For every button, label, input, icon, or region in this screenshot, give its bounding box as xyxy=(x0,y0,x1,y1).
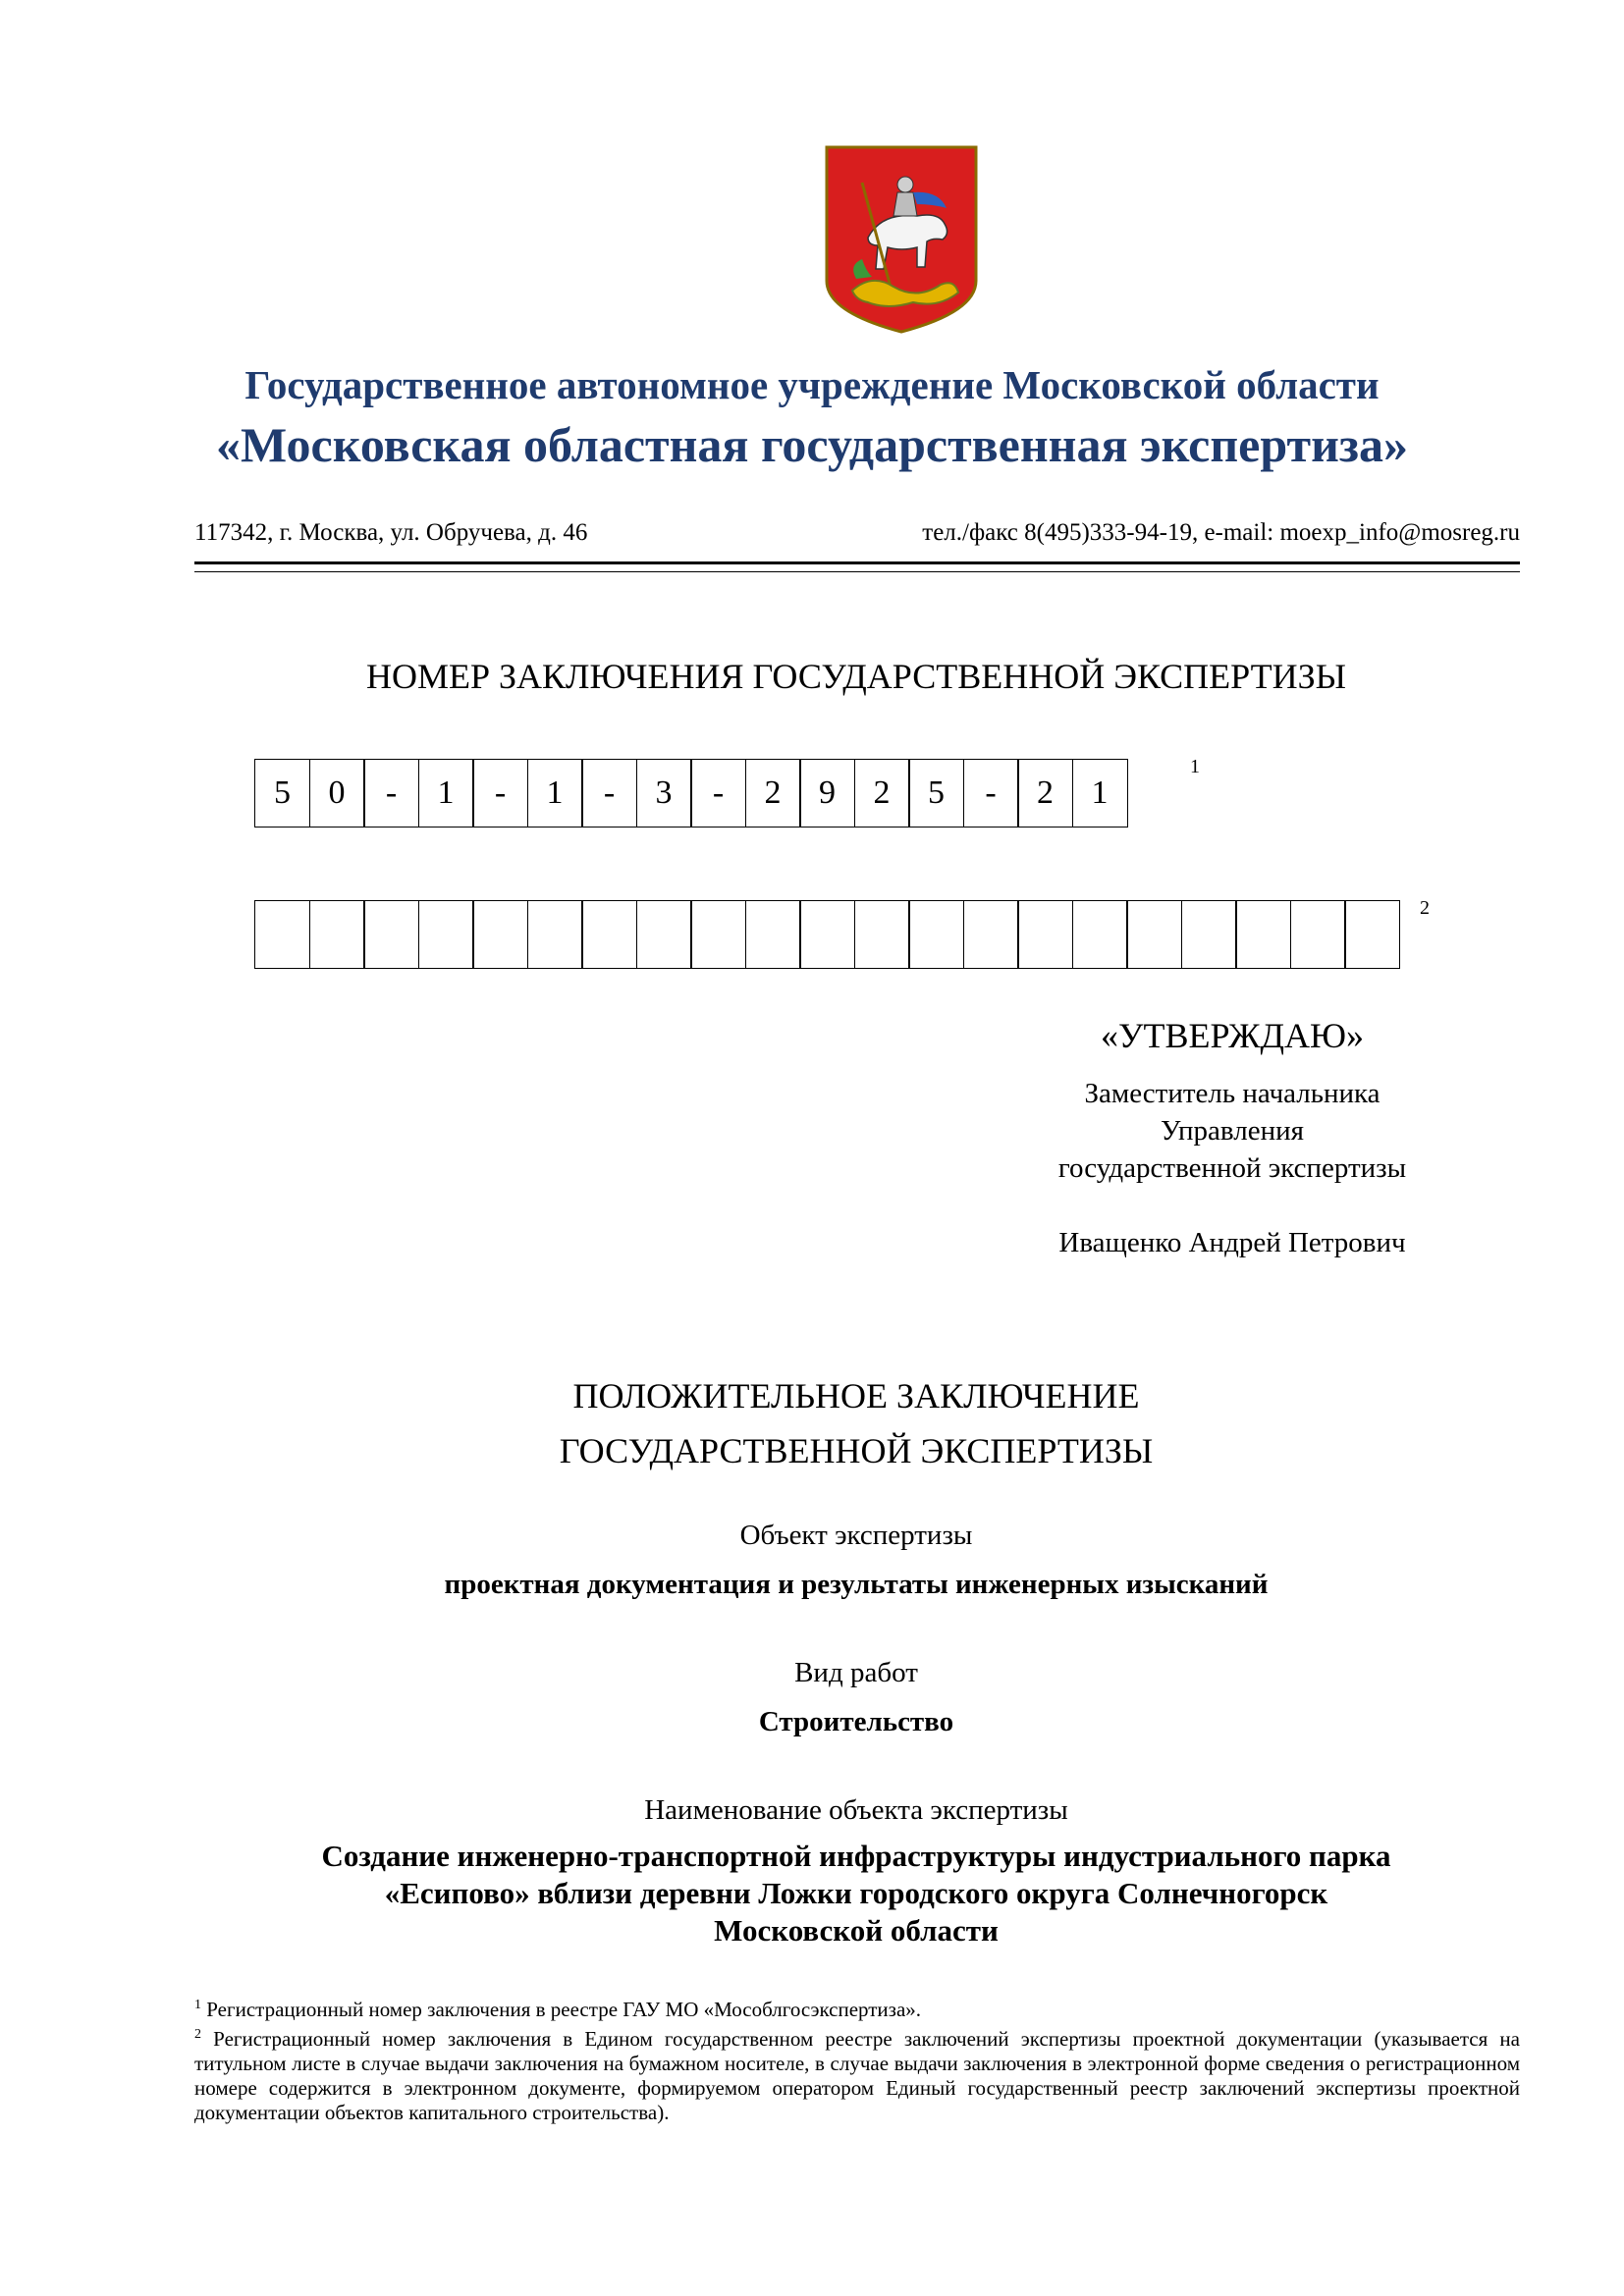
unified-registry-number-cell xyxy=(418,900,474,969)
registry-number-cell: 2 xyxy=(1017,759,1073,828)
unified-registry-number-cell xyxy=(636,900,692,969)
unified-registry-number-cell xyxy=(745,900,801,969)
registry-number-cell: 2 xyxy=(854,759,910,828)
registry-number-cell: - xyxy=(472,759,528,828)
object-value: проектная документация и результаты инженерных изысканий xyxy=(444,1569,1269,1600)
registry-number-cell: 5 xyxy=(254,759,310,828)
unified-registry-number-row xyxy=(254,900,1400,969)
organization-name-line1: Государственное автономное учреждение Московской области xyxy=(244,362,1380,407)
footnote-2-marker: 2 xyxy=(194,2027,201,2042)
unified-registry-number-cell xyxy=(1126,900,1182,969)
object-name-line2: «Есипово» вблизи деревни Ложки городского округа Солнечногорск xyxy=(384,1876,1328,1910)
organization-name-line2: «Московская областная государственная экспертиза» xyxy=(216,417,1408,472)
unified-registry-number-cell xyxy=(1235,900,1291,969)
coat-of-arms-emblem xyxy=(823,143,980,336)
registry-number-cell: 1 xyxy=(527,759,583,828)
object-name-line3: Московской области xyxy=(714,1913,999,1948)
approval-title: «УТВЕРЖДАЮ» xyxy=(1100,1016,1365,1055)
unified-registry-number-cell xyxy=(254,900,310,969)
work-type-value: Строительство xyxy=(758,1706,954,1737)
header-divider-thick xyxy=(194,561,1520,564)
unified-registry-number-cell xyxy=(908,900,964,969)
unified-registry-number-cell xyxy=(690,900,746,969)
header-divider-thin xyxy=(194,571,1520,572)
footnotes xyxy=(194,1993,1520,2125)
object-label: Объект экспертизы xyxy=(739,1520,973,1551)
unified-registry-number-cell xyxy=(309,900,365,969)
approver-name: Иващенко Андрей Петрович xyxy=(1058,1227,1406,1258)
conclusion-title-line2: ГОСУДАРСТВЕННОЙ ЭКСПЕРТИЗЫ xyxy=(559,1431,1154,1470)
unified-registry-number-cell xyxy=(363,900,419,969)
registry-number-row xyxy=(254,759,1128,828)
registry-number-cell: - xyxy=(363,759,419,828)
unified-registry-number-cell xyxy=(1017,900,1073,969)
unified-registry-number-cell xyxy=(527,900,583,969)
object-name-line1: Создание инженерно-транспортной инфраструктуры индустриального парка xyxy=(321,1839,1391,1873)
object-name-label: Наименование объекта экспертизы xyxy=(644,1794,1068,1826)
approver-position-line3: государственной экспертизы xyxy=(1057,1152,1407,1184)
organization-contacts: тел./факс 8(495)333-94-19, e-mail: moexp_info@mosreg.ru xyxy=(922,519,1520,546)
registry-number-cell: - xyxy=(581,759,637,828)
registry-number-cell: - xyxy=(963,759,1019,828)
registry-number-cell: - xyxy=(690,759,746,828)
footnote-1 xyxy=(194,1993,1520,2022)
footnote-1-text: Регистрационный номер заключения в реестре ГАУ МО «Мособлгосэкспертиза». xyxy=(201,1998,922,2021)
registry-number-cell: 3 xyxy=(636,759,692,828)
registry-number-cell: 5 xyxy=(908,759,964,828)
registry-number-cell: 0 xyxy=(309,759,365,828)
unified-registry-number-cell xyxy=(799,900,855,969)
unified-registry-number-cell xyxy=(581,900,637,969)
registry-number-cell: 1 xyxy=(1072,759,1128,828)
conclusion-title xyxy=(0,1368,1624,1478)
unified-registry-number-cell xyxy=(854,900,910,969)
footnote-ref-2: 2 xyxy=(1420,897,1430,919)
unified-registry-number-cell xyxy=(1181,900,1237,969)
conclusion-number-title: НОМЕР ЗАКЛЮЧЕНИЯ ГОСУДАРСТВЕННОЙ ЭКСПЕРТИЗЫ xyxy=(365,657,1346,696)
work-type-label: Вид работ xyxy=(794,1657,918,1688)
approver-position-line2: Управления xyxy=(1161,1115,1304,1147)
object-name-value xyxy=(0,1838,1624,1949)
unified-registry-number-cell xyxy=(1072,900,1128,969)
footnote-ref-1: 1 xyxy=(1190,756,1200,777)
footnote-2-text: Регистрационный номер заключения в Едином государственном реестре заключений экспертизы проектной документации (указывается на титульном листе в случае выдачи заключения на бумажном носителе, в случае выдачи заключения в электронной форме сведения о регистрационном номере содержится в электронном документе, формируемом оператором Единый государственный реестр заключений экспертизы проектной документации объектов капитального строительства). xyxy=(194,2027,1520,2124)
registry-number-cell: 2 xyxy=(745,759,801,828)
organization-address: 117342, г. Москва, ул. Обручева, д. 46 xyxy=(194,519,588,546)
unified-registry-number-cell xyxy=(1344,900,1400,969)
registry-number-cell: 1 xyxy=(418,759,474,828)
footnote-1-marker: 1 xyxy=(194,1998,201,2012)
conclusion-title-line1: ПОЛОЖИТЕЛЬНОЕ ЗАКЛЮЧЕНИЕ xyxy=(572,1376,1140,1415)
unified-registry-number-cell xyxy=(963,900,1019,969)
approver-position-line1: Заместитель начальника xyxy=(1084,1078,1380,1109)
unified-registry-number-cell xyxy=(1290,900,1346,969)
unified-registry-number-cell xyxy=(472,900,528,969)
footnote-2 xyxy=(194,2022,1520,2125)
registry-number-cell: 9 xyxy=(799,759,855,828)
